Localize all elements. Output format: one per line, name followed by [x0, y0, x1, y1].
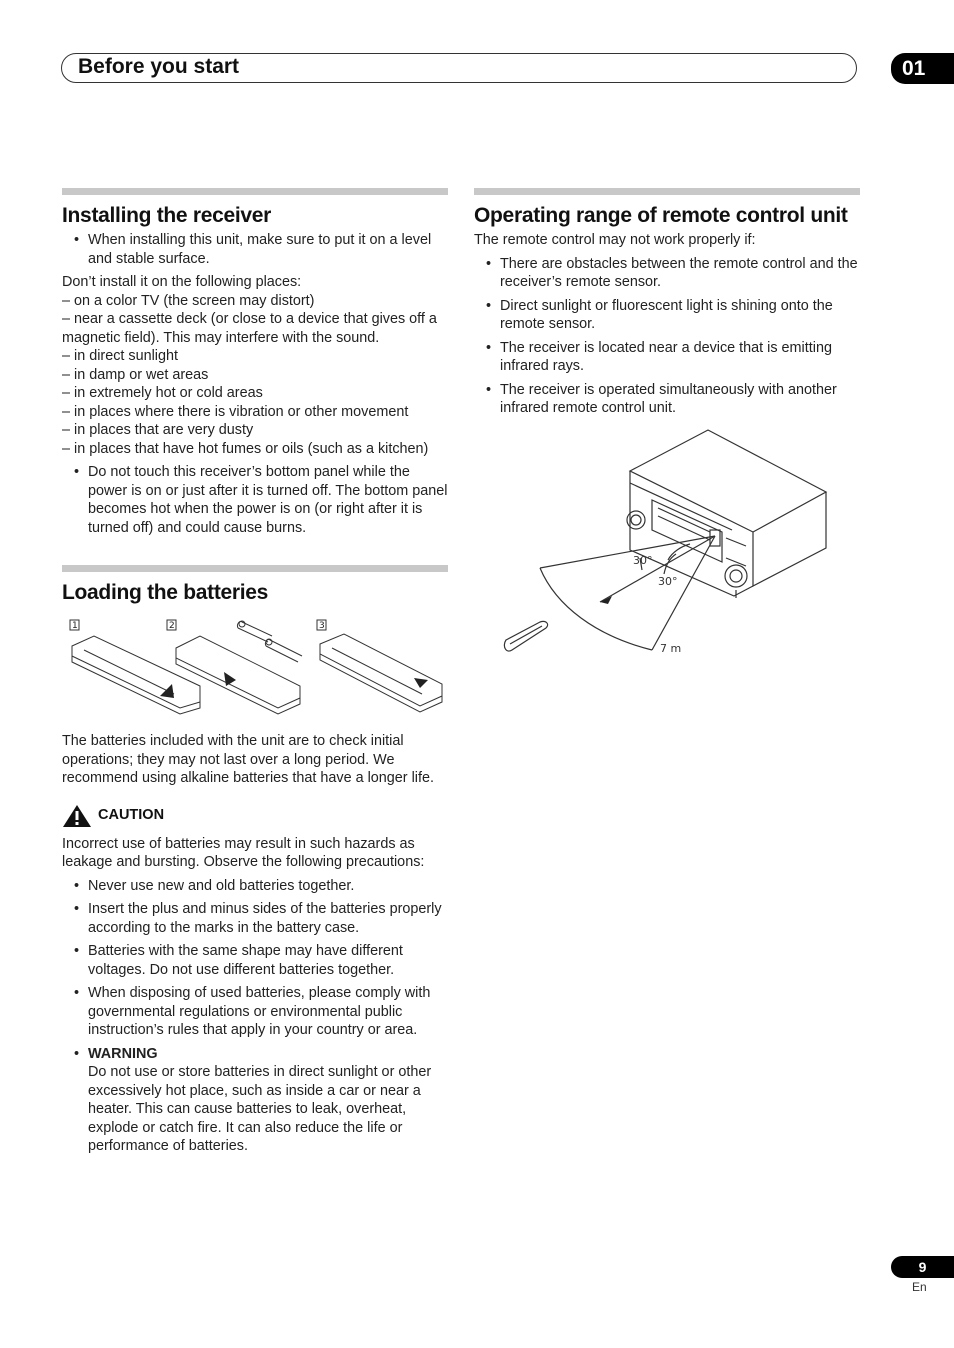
- install-bullets-2: [62, 463, 448, 537]
- step-number: 2: [169, 621, 175, 631]
- caution-bullet: • When disposing of used batteries, please comply with governmental regulations or environmental public instruction’s rules that apply in your country or area.: [62, 984, 448, 1040]
- place-item: – in damp or wet areas: [62, 366, 209, 383]
- battery-loading-illustration: [62, 618, 448, 718]
- batteries-paragraph: The batteries included with the unit are to check initial operations; they may not last over a long period. We recommend using alkaline batteries that have a longer life.: [62, 733, 434, 786]
- angle-label: 30°: [658, 575, 678, 588]
- section-rule: [474, 188, 860, 195]
- section-rule: [62, 188, 448, 195]
- warning-title: • WARNING: [88, 1045, 158, 1062]
- warning-text: Do not use or store batteries in direct sunlight or other excessively hot place, such as inside a car or near a heater. This can cause batteries to leak, overheat, explode or catch fire. It can also reduce the life or performance of batteries.: [88, 1064, 432, 1154]
- place-item: – on a color TV (the screen may distort): [62, 292, 315, 309]
- install-bullet: • Do not touch this receiver’s bottom panel while the power is on or just after it is turned off. The bottom panel becomes hot when the power is on (or right after it is turned off) and could cause burns.: [62, 463, 448, 537]
- step-number: 3: [319, 621, 325, 631]
- arrow-icon: [600, 596, 612, 604]
- batteries-heading: Loading the batteries: [62, 581, 269, 604]
- left-column: [62, 188, 448, 1161]
- page-number: 9: [891, 1256, 954, 1278]
- language-label: En: [912, 1280, 927, 1294]
- step-number: 1: [72, 621, 78, 631]
- install-bullet: • When installing this unit, make sure to put it on a level and stable surface.: [62, 231, 448, 268]
- remote-intro: The remote control may not work properly if:: [474, 232, 756, 248]
- install-bullets: [62, 231, 448, 268]
- caution-bullet: • Insert the plus and minus sides of the batteries properly according to the marks in the battery case.: [62, 900, 448, 937]
- place-item: – near a cassette deck (or close to a device that gives off a magnetic field). This may interfere with the sound.: [62, 311, 437, 346]
- distance-label: 7 m: [660, 642, 682, 655]
- right-column: [474, 188, 860, 423]
- caution-bullet: • Never use new and old batteries together.: [62, 877, 448, 896]
- angle-label: 30°: [633, 554, 653, 567]
- caution-label: [62, 804, 448, 828]
- caution-bullet: • Batteries with the same shape may have different voltages. Do not use different batteries together.: [62, 942, 448, 979]
- remote-bullet: • The receiver is operated simultaneously with another infrared remote control unit.: [474, 381, 860, 418]
- remote-bullet: • There are obstacles between the remote control and the receiver’s remote sensor.: [474, 255, 860, 292]
- place-item: – in places where there is vibration or other movement: [62, 403, 409, 420]
- chapter-number: 01: [891, 53, 954, 84]
- page-title: Before you start: [78, 55, 240, 78]
- install-heading: Installing the receiver: [62, 204, 272, 227]
- remote-bullet: • Direct sunlight or fluorescent light is shining onto the remote sensor.: [474, 297, 860, 334]
- place-item: – in direct sunlight: [62, 348, 178, 364]
- install-intro: Don’t install it on the following places:: [62, 274, 302, 290]
- remote-bullets: [474, 255, 860, 418]
- place-item: – in places that have hot fumes or oils (such as a kitchen): [62, 440, 429, 457]
- warning-triangle-icon: [62, 804, 92, 828]
- remote-bullet: • The receiver is located near a device that is emitting infrared rays.: [474, 339, 860, 376]
- caution-bullets: [62, 877, 448, 1156]
- remote-range-illustration: [500, 428, 835, 660]
- warning-bullet: [62, 1045, 448, 1156]
- caution-text: Incorrect use of batteries may result in such hazards as leakage and bursting. Observe the following precautions:: [62, 835, 425, 870]
- place-item: – in extremely hot or cold areas: [62, 385, 263, 401]
- remote-heading: Operating range of remote control unit: [474, 204, 848, 227]
- place-item: – in places that are very dusty: [62, 422, 254, 438]
- caution-title: CAUTION: [98, 807, 165, 824]
- section-rule: [62, 565, 448, 572]
